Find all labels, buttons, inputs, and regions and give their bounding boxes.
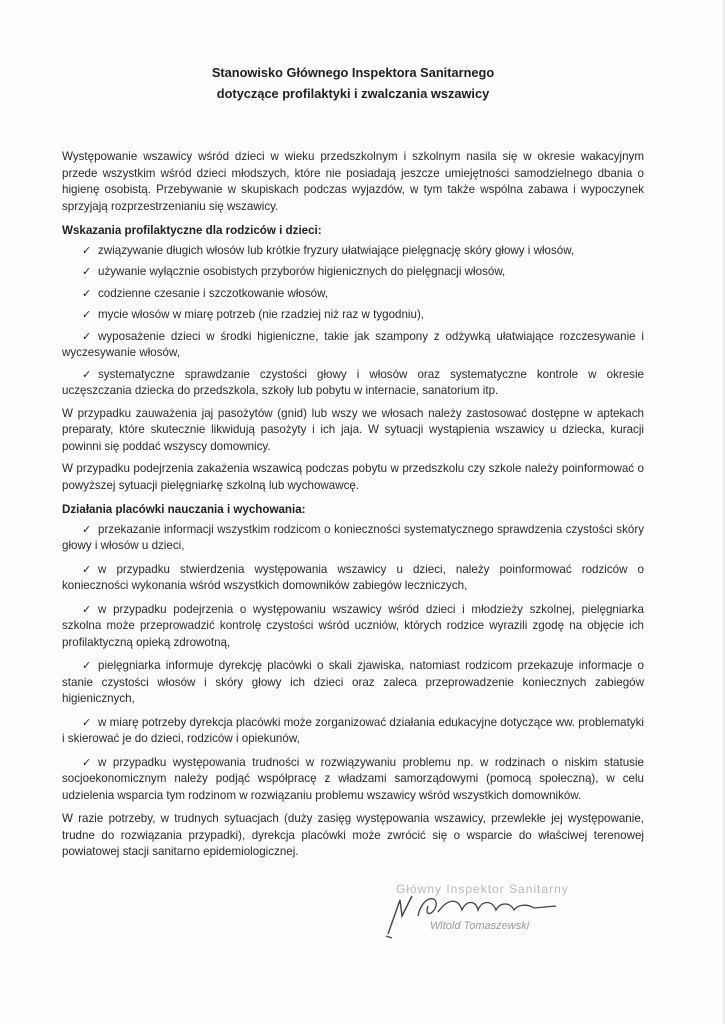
checkmark-icon: ✓	[82, 286, 92, 300]
section1-item-text: mycie włosów w miarę potrzeb (nie rzadziej niż raz w tygodniu),	[98, 308, 425, 321]
document-title-line2: dotyczące profilaktyki i zwalczania wszawicy	[216, 86, 490, 101]
section2-item-text: przekazanie informacji wszystkim rodzicom o konieczności systematycznego sprawdzenia czystości skóry głowy i włosów u dzieci,	[62, 522, 644, 552]
signature-stamp-name: Witold Tomaszewski	[430, 920, 530, 932]
document-body	[62, 62, 644, 861]
handwritten-signature	[378, 876, 608, 946]
document-title-line1: Stanowisko Głównego Inspektora Sanitarnego	[211, 65, 495, 80]
checkmark-icon: ✓	[82, 755, 92, 769]
section2-item-text: pielęgniarka informuje dyrekcję placówki o skali zjawiska, natomiast rodzicom przekazuje informacje o stanie czystości włosów i skóry głowy ich dzieci oraz zaleca przeprowadzenie koniecznych zabiegów higienicznych,	[62, 659, 644, 705]
section1-item-text: używanie wyłącznie osobistych przyborów higienicznych do pielęgnacji włosów,	[98, 265, 506, 278]
section2-item-text: w miarę potrzeby dyrekcja placówki może zorganizować działania edukacyjne dotyczące ww. problematyki i skierować je do dzieci, rodziców i opiekunów,	[62, 715, 644, 745]
intro-paragraph: Występowanie wszawicy wśród dzieci w wieku przedszkolnym i szkolnym nasila się w okresie wakacyjnym przede wszystkim wśród dzieci młodszych, które nie posiadają jeszcze umiejętności samodzielnego dbania o higienę osobistą. Przebywanie w skupiskach podczas wyjazdów, w tym także wspólna zabawa i wypoczynek sprzyjają rozprzestrzenianiu się wszawicy.	[62, 150, 644, 213]
section2-item	[62, 715, 644, 748]
section2-item-text: w przypadku podejrzenia o występowaniu wszawicy wśród dzieci i młodzieży szkolnej, pielęgniarka szkolna może przeprowadzić kontrolę czystości wśród uczniów, których rodzice wyrazili zgodę na objęcie ich profilaktyczną opieką zdrowotną,	[62, 602, 644, 649]
checkmark-icon: ✓	[82, 367, 92, 381]
checkmark-icon: ✓	[82, 329, 92, 343]
section1-item	[62, 264, 644, 281]
section2-item-text: w przypadku stwierdzenia występowania wszawicy u dzieci, należy poinformować rodziców o konieczności wykonania wśród wszystkich domowników zabiegów leczniczych,	[62, 562, 644, 592]
section1-item	[62, 286, 644, 303]
checkmark-icon: ✓	[82, 265, 92, 278]
section1-item-text: wyposażenie dzieci w środki higieniczne, takie jak szampony z odżywką ułatwiające rozczesywanie i wyczesywanie włosów,	[62, 329, 644, 359]
section1-item	[62, 329, 644, 362]
section2-item	[62, 522, 644, 555]
checkmark-icon: ✓	[82, 715, 92, 729]
section1-heading: Wskazania profilaktyczne dla rodziców i dzieci:	[62, 224, 322, 237]
checkmark-icon: ✓	[82, 522, 92, 536]
section1-item	[62, 367, 644, 400]
section1-list	[62, 243, 644, 400]
section1-item-text: systematyczne sprawdzanie czystości głowy i włosów oraz systematyczne kontrole w okresie uczęszczania dziecka do przedszkola, szkoły lub pobytu w internacie, sanatorium itp.	[62, 367, 644, 397]
checkmark-icon: ✓	[82, 308, 92, 321]
section2-item	[62, 755, 644, 805]
section2-item	[62, 602, 644, 652]
paragraph-suspicion: W przypadku podejrzenia zakażenia wszawicą podczas pobytu w przedszkolu czy szkole należy poinformować o powyższej sytuacji pielęgniarkę szkolną lub wychowawcę.	[62, 462, 644, 492]
checkmark-icon: ✓	[82, 659, 92, 672]
paragraph-treatment: W przypadku zauważenia jaj pasożytów (gnid) lub wszy we włosach należy zastosować dostępne w aptekach preparaty, które skutecznie likwidują pasożyty i ich jaja. W sytuacji wystąpienia wszawicy u dziecka, kuracji powinni się poddać wszyscy domownicy.	[62, 406, 644, 453]
section1-item	[62, 243, 644, 260]
section1-item	[62, 307, 644, 324]
paragraph-support: W razie potrzeby, w trudnych sytuacjach (duży zasięg występowania wszawicy, przewlekłe jej występowanie, trudne do rozwiązania przypadki), dyrekcja placówki może zwrócić się o wsparcie do właściwej terenowej powiatowej stacji sanitarno epidemiologicznej.	[62, 812, 644, 858]
section2-item-text: w przypadku występowania trudności w rozwiązywaniu problemu np. w rodzinach o niskim statusie socjoekonomicznym należy podjąć współpracę z władzami samorządowymi (pomocą społeczną), w celu udzielenia wsparcia tym rodzinom w rozwiązaniu problemu wszawicy wśród wszystkich domowników.	[62, 755, 644, 802]
signature-area	[378, 876, 608, 946]
checkmark-icon: ✓	[82, 562, 92, 576]
section2-heading: Działania placówki nauczania i wychowania:	[62, 503, 306, 516]
section1-item-text: codzienne czesanie i szczotkowanie włosów,	[98, 286, 329, 300]
checkmark-icon: ✓	[82, 243, 92, 257]
checkmark-icon: ✓	[82, 602, 92, 616]
section2-item	[62, 658, 644, 708]
section1-item-text: związywanie długich włosów lub krótkie fryzury ułatwiające pielęgnację skóry głowy i włosów,	[98, 243, 575, 257]
section2-list	[62, 522, 644, 805]
signature-stamp-title: Główny Inspektor Sanitarny	[396, 882, 569, 896]
section2-item	[62, 562, 644, 595]
